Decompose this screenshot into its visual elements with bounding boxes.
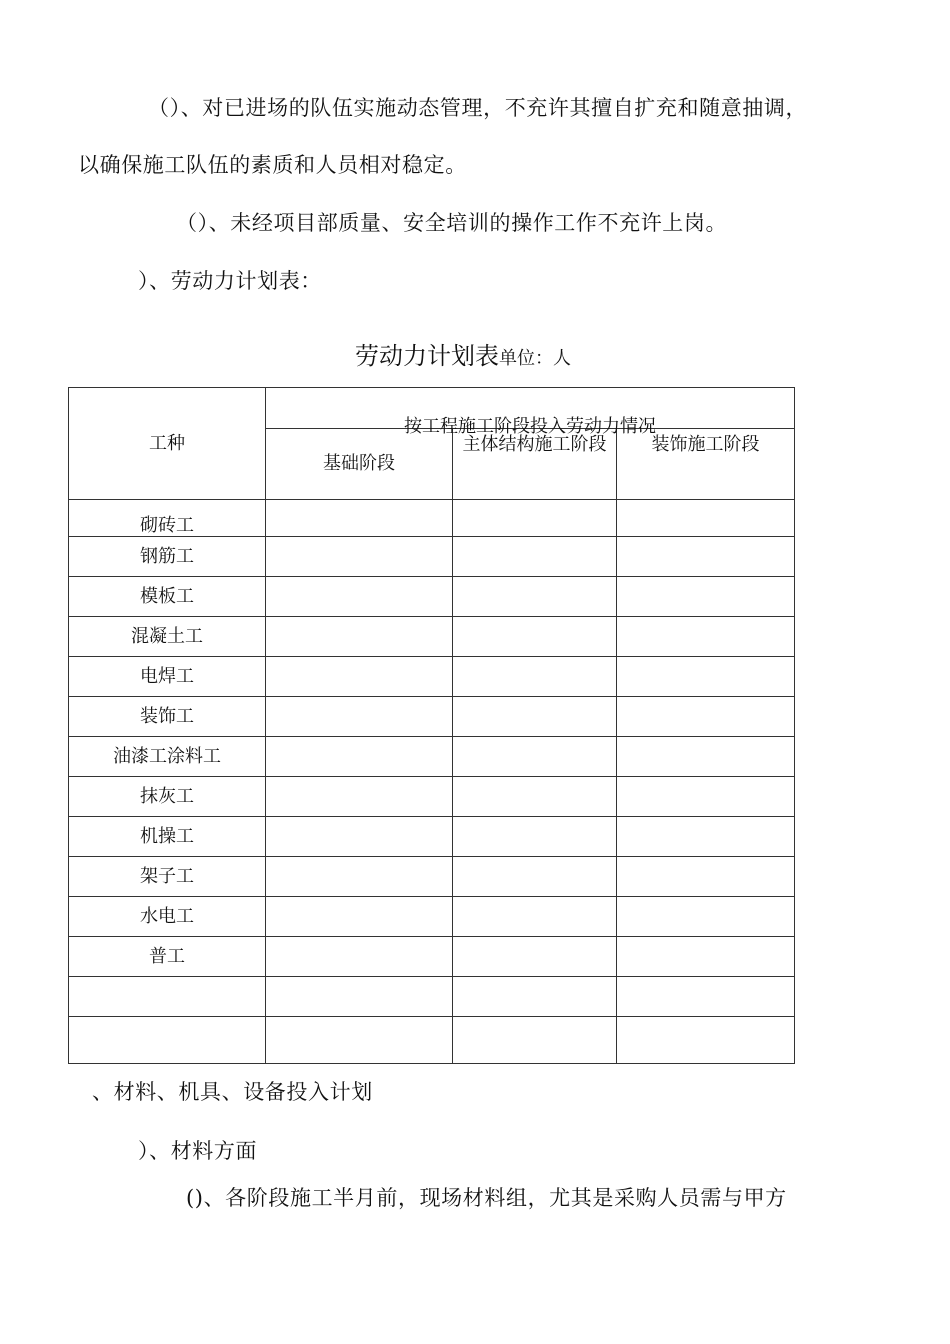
table-row (69, 817, 795, 857)
table-row (69, 500, 795, 537)
value-cell (266, 500, 453, 537)
table-row (69, 657, 795, 697)
trade-cell: 混凝土工 (69, 617, 266, 657)
table-row (69, 897, 795, 937)
paragraph-labor-plan-heading: ）、劳动力计划表： (138, 269, 322, 293)
value-cell (617, 777, 795, 817)
trade-cell (69, 977, 266, 1017)
table-row (69, 937, 795, 977)
value-cell (453, 937, 617, 977)
value-cell (617, 897, 795, 937)
trade-cell: 机操工 (69, 817, 266, 857)
paragraph-training-requirement: （）、未经项目部质量、安全培训的操作工作不充许上岗。 (176, 211, 728, 235)
value-cell (266, 617, 453, 657)
labor-plan-table (68, 387, 795, 1064)
value-cell (266, 657, 453, 697)
trade-cell: 砌砖工 (69, 500, 266, 537)
table-row (69, 777, 795, 817)
value-cell (617, 697, 795, 737)
value-cell (617, 857, 795, 897)
value-cell (266, 777, 453, 817)
trade-cell: 装饰工 (69, 697, 266, 737)
value-cell (617, 817, 795, 857)
table-row (69, 737, 795, 777)
value-cell (266, 857, 453, 897)
table-row (69, 537, 795, 577)
value-cell (266, 697, 453, 737)
trade-cell: 架子工 (69, 857, 266, 897)
value-cell (453, 777, 617, 817)
trade-cell: 钢筋工 (69, 537, 266, 577)
value-cell (617, 500, 795, 537)
table-row (69, 857, 795, 897)
trade-cell: 普工 (69, 937, 266, 977)
value-cell (266, 817, 453, 857)
table-row (69, 977, 795, 1017)
value-cell (266, 937, 453, 977)
paragraph-dynamic-management: （）、对已进场的队伍实施动态管理，不充许其擅自扩充和随意抽调， (148, 96, 808, 120)
value-cell (453, 500, 617, 537)
value-cell (266, 1017, 453, 1064)
table-row (69, 1017, 795, 1064)
value-cell (453, 577, 617, 617)
value-cell (266, 577, 453, 617)
value-cell (617, 977, 795, 1017)
paragraph-team-stability: 以确保施工队伍的素质和人员相对稳定。 (78, 153, 467, 177)
value-cell (453, 817, 617, 857)
trade-cell: 模板工 (69, 577, 266, 617)
value-cell (617, 937, 795, 977)
value-cell (453, 617, 617, 657)
trade-cell: 电焊工 (69, 657, 266, 697)
value-cell (266, 977, 453, 1017)
value-cell (617, 617, 795, 657)
value-cell (266, 897, 453, 937)
value-cell (617, 577, 795, 617)
header-stage-group-label: 按工程施工阶段投入劳动力情况 (404, 416, 656, 437)
paragraph-materials-subheading: ）、材料方面 (138, 1139, 258, 1163)
table-title-main: 劳动力计划表 (355, 342, 499, 370)
header-trade: 工种 (69, 388, 266, 500)
value-cell (617, 737, 795, 777)
header-stage-foundation: 基础阶段 (266, 429, 453, 500)
value-cell (453, 537, 617, 577)
value-cell (266, 537, 453, 577)
paragraph-materials-procurement: ()、各阶段施工半月前，现场材料组，尤其是采购人员需与甲方 (186, 1186, 787, 1210)
table-title-unit: 单位：人 (499, 348, 571, 369)
header-stage-group (266, 388, 795, 437)
value-cell (617, 537, 795, 577)
value-cell (453, 737, 617, 777)
paragraph-materials-equipment-heading: 、材料、机具、设备投入计划 (92, 1080, 373, 1104)
table-row (69, 697, 795, 737)
value-cell (453, 897, 617, 937)
value-cell (617, 657, 795, 697)
trade-cell (69, 1017, 266, 1064)
table-row (69, 577, 795, 617)
trade-cell: 抹灰工 (69, 777, 266, 817)
value-cell (453, 977, 617, 1017)
value-cell (453, 697, 617, 737)
value-cell (266, 737, 453, 777)
trade-cell: 油漆工涂料工 (69, 737, 266, 777)
trade-cell: 水电工 (69, 897, 266, 937)
value-cell (453, 1017, 617, 1064)
header-stage-structure: 主体结构施工阶段 (453, 429, 617, 500)
value-cell (453, 857, 617, 897)
table-row (69, 617, 795, 657)
value-cell (453, 657, 617, 697)
header-stage-decoration: 装饰施工阶段 (617, 429, 795, 500)
table-title (355, 336, 571, 371)
value-cell (617, 1017, 795, 1064)
